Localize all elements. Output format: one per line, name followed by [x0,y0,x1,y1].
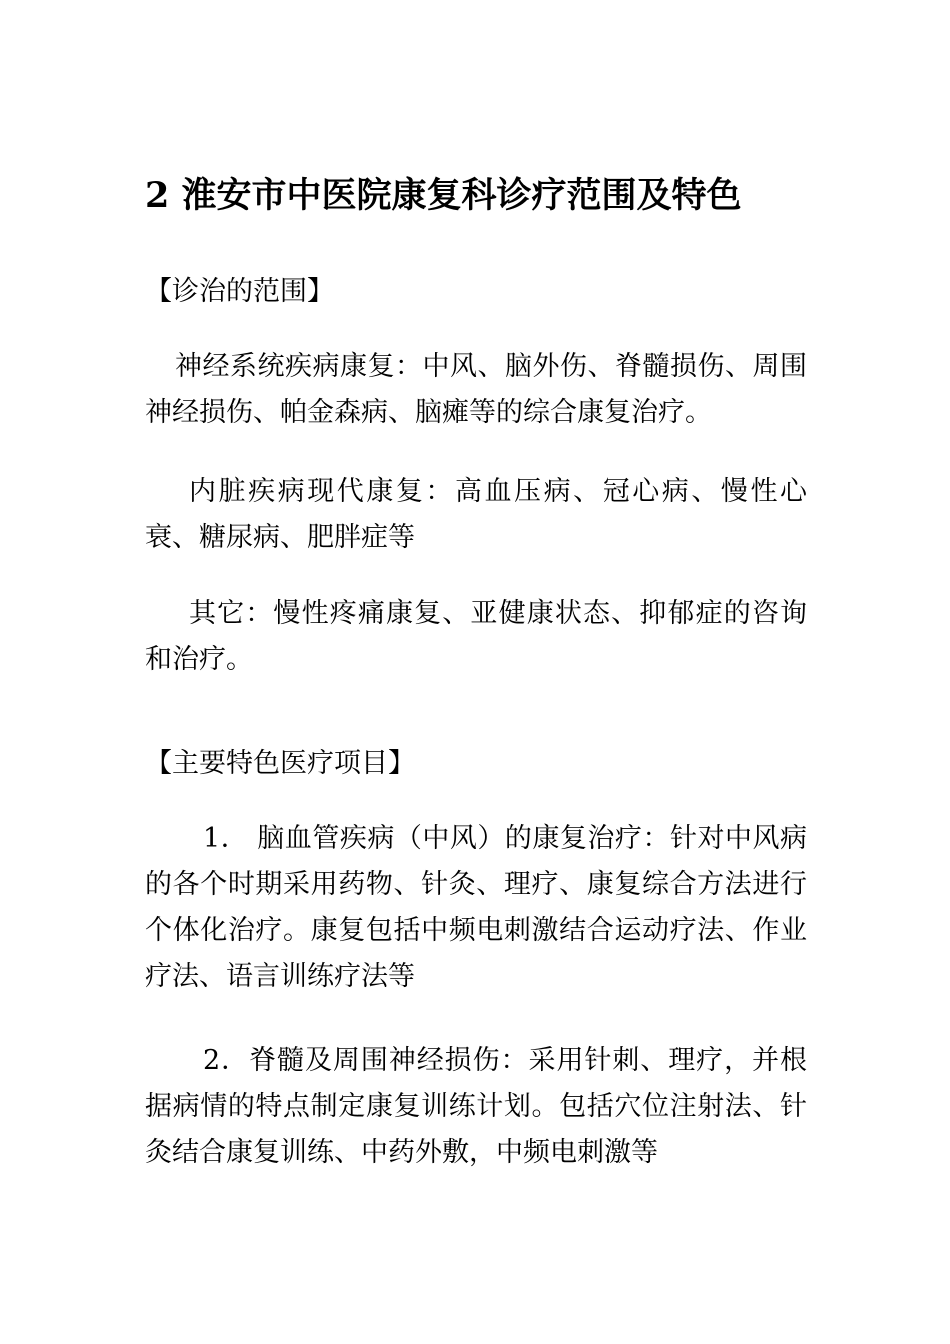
section-heading-scope: 【诊治的范围】 [145,276,334,307]
paragraph-spinal-nerve-injury: 2．脊髓及周围神经损伤：采用针刺、理疗，并根据病情的特点制定康复训练计划。包括穴位注射法、针灸结合康复训练、中药外敷，中频电刺激等 [145,1045,807,1168]
paragraph-stroke-rehab: 1． 脑血管疾病（中风）的康复治疗：针对中风病的各个时期采用药物、针灸、理疗、康复综合方法进行个体化治疗。康复包括中频电刺激结合运动疗法、作业疗法、语言训练疗法等 [145,823,807,992]
document-title: 2 淮安市中医院康复科诊疗范围及特色 [145,175,742,216]
paragraph-neuro-rehab: 神经系统疾病康复：中风、脑外伤、脊髓损伤、周围神经损伤、帕金森病、脑瘫等的综合康复治疗。 [145,351,807,428]
paragraph-visceral-rehab: 内脏疾病现代康复：高血压病、冠心病、慢性心衰、糖尿病、肥胖症等 [145,476,807,553]
paragraph-other: 其它：慢性疼痛康复、亚健康状态、抑郁症的咨询和治疗。 [145,598,807,675]
section-heading-featured-projects: 【主要特色医疗项目】 [145,748,415,779]
